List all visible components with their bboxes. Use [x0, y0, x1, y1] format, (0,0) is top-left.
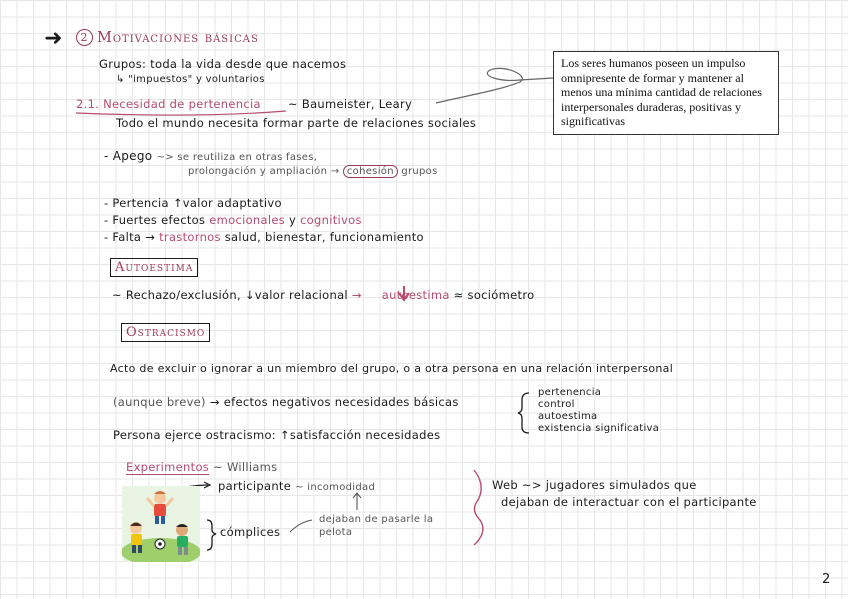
section-21-label: 2.1. Necesidad de pertenencia — [76, 97, 261, 111]
ostracismo-effects — [113, 395, 459, 409]
participante-line — [218, 479, 375, 493]
corner-arrow-icon: ↳ — [116, 74, 125, 85]
arrow-right-icon: → — [330, 166, 340, 177]
incomodidad-label: ~ incomodidad — [295, 482, 376, 493]
grupos-line: Grupos: toda la vida desde que nacemos — [99, 57, 347, 71]
autoestima-line-a: ~ Rechazo/exclusión, ↓valor relacional — [112, 288, 348, 302]
apego-sub-a: prolongación y ampliación — [188, 166, 328, 177]
apego-text: ~> se reutiliza en otras fases, — [156, 152, 318, 163]
note-box: Los seres humanos poseen un impulso omnipresente de formar y mantener al menos una mínima cantidad de relaciones interpersonales duraderas, positivas y significativas — [553, 51, 779, 135]
falta-line — [104, 230, 424, 244]
autoestima-arrow: → — [351, 288, 362, 302]
apego-sub-b: grupos — [401, 166, 438, 177]
ostracismo-effects-text: → efectos negativos necesidades básicas — [209, 395, 459, 409]
ostracismo-definition: Acto de excluir o ignorar a un miembro del grupo, o a otra persona en una relación interpersonal — [110, 362, 674, 375]
dejaban-text: dejaban de pasarle la pelota — [319, 514, 434, 538]
falta-trastornos: trastornos — [159, 230, 221, 244]
kids-playing-illustration — [122, 486, 200, 562]
heading-arrow-icon: ➜ — [44, 26, 63, 51]
grupos-sub-text: "impuestos" y voluntarios — [128, 74, 265, 85]
section-21-line: Todo el mundo necesita formar parte de relaciones sociales — [116, 116, 477, 130]
apego-sub — [188, 166, 438, 177]
page-number: 2 — [822, 572, 831, 587]
autoestima-title: Autoestima — [110, 258, 198, 277]
experimentos-title — [126, 460, 277, 474]
apego-line — [104, 149, 317, 163]
complices-label: cómplices — [220, 525, 281, 539]
experimentos-author: ~ Williams — [213, 460, 278, 474]
page-title-text: Motivaciones básicas — [97, 30, 259, 46]
autoestima-pink: autoestima — [381, 288, 450, 302]
need-item: control — [538, 399, 575, 410]
cohesion-circled: cohesión — [343, 165, 398, 178]
need-item: existencia significativa — [538, 423, 660, 434]
autoestima-line — [112, 288, 534, 302]
ostracismo-effects-gray: (aunque breve) — [113, 395, 206, 409]
pertencia-line: - Pertencia ↑valor adaptativo — [104, 196, 282, 210]
ostracismo-title: Ostracismo — [121, 323, 210, 342]
experimentos-label: Experimentos — [126, 460, 210, 474]
dejaban-label — [319, 513, 451, 539]
falta-b: salud, bienestar, funcionamiento — [224, 230, 424, 244]
fuertes-emocionales: emocionales — [209, 213, 286, 227]
fuertes-a: - Fuertes efectos — [104, 213, 206, 227]
participante-label: participante — [218, 479, 292, 493]
fuertes-cognitivos: cognitivos — [300, 213, 362, 227]
autoestima-line-b: ≈ sociómetro — [453, 288, 535, 302]
need-item: pertenencia — [538, 387, 602, 398]
fuertes-y: y — [288, 213, 297, 227]
web-line-a: Web ~> jugadores simulados que — [492, 478, 697, 492]
web-line-b: dejaban de interactuar con el participante — [501, 495, 757, 509]
fuertes-line — [104, 213, 362, 227]
section-number: 2 — [76, 29, 93, 46]
section-21-authors: ~ Baumeister, Leary — [288, 97, 413, 111]
ostracismo-persona: Persona ejerce ostracismo: ↑satisfacción necesidades — [113, 428, 441, 442]
apego-label: - Apego — [104, 149, 153, 163]
falta-a: - Falta → — [104, 230, 156, 244]
need-item: autoestima — [538, 411, 598, 422]
